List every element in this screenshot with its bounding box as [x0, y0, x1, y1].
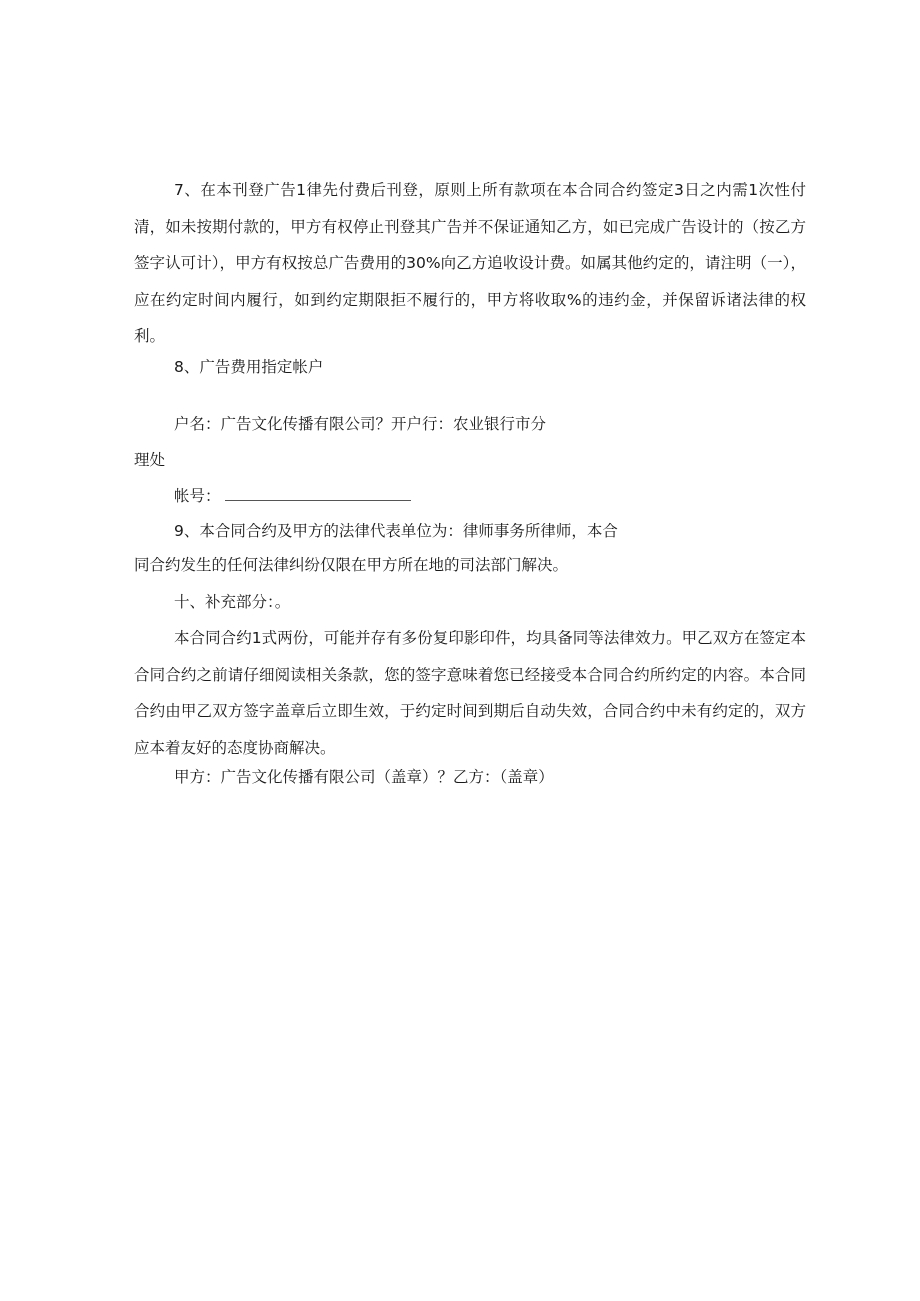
account-number-label: 帐号： — [174, 487, 221, 505]
clause-9-line-2: 同合约发生的任何法律纠纷仅限在甲方所在地的司法部门解决。 — [134, 556, 569, 574]
account-name-line: 户名：广告文化传播有限公司？开户行：农业银行市分 — [174, 415, 547, 433]
clause-8-title: 8、广告费用指定帐户 — [174, 358, 324, 376]
account-name-continuation: 理处 — [134, 451, 166, 469]
signature-line: 甲方：广告文化传播有限公司（盖章）？乙方：（盖章） — [174, 768, 554, 786]
clause-7-paragraph: 7、在本刊登广告1律先付费后刊登，原则上所有款项在本合同合约签定3日之内需1次性付清，如未按期付款的，甲方有权停止刊登其广告并不保证通知乙方，如已完成广告设计的（按乙方签字认可计），甲方有权按总广告费用的30%向乙方追收设计费。如属其他约定的，请注明（一），应在约定时间内履行，如到约定期限拒不履行的，甲方将收取%的违约金，并保留诉诸法律的权利。 — [134, 181, 806, 345]
clause-9-line-1: 9、本合同合约及甲方的法律代表单位为：律师事务所律师，本合 — [174, 522, 618, 540]
account-number-blank — [225, 486, 411, 501]
closing-paragraph: 本合同合约1式两份，可能并存有多份复印影印件，均具备同等法律效力。甲乙双方在签定本合同合约之前请仔细阅读相关条款，您的签字意味着您已经接受本合同合约所约定的内容。本合同合约由甲乙双方签字盖章后立即生效，于约定时间到期后自动失效，合同合约中未有约定的，双方应本着友好的态度协商解决。 — [134, 629, 806, 757]
clause-10-supplement: 十、补充部分：。 — [174, 593, 291, 611]
account-number-line — [174, 486, 411, 506]
